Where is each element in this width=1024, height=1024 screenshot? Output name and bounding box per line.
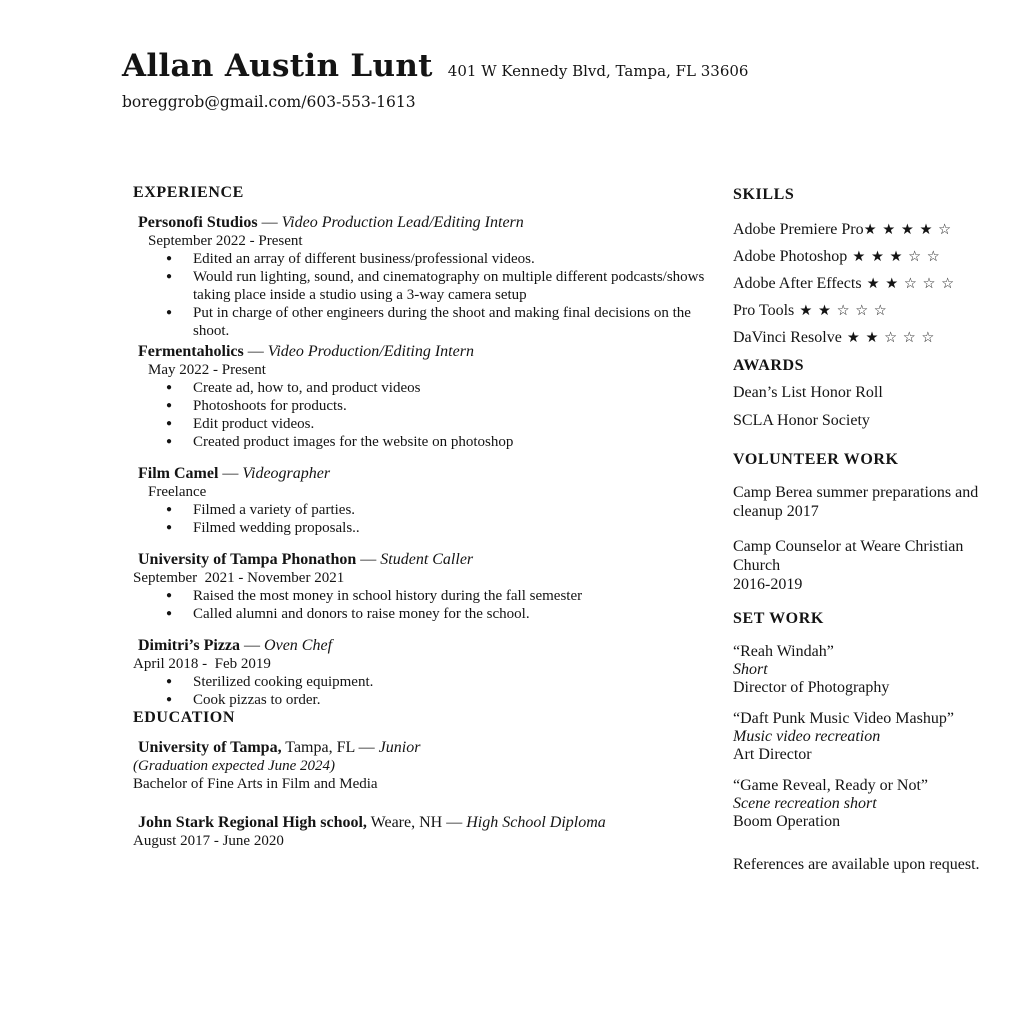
education-entry (133, 738, 708, 793)
skill-name: DaVinci Resolve (733, 329, 842, 346)
star-rating: ★ ★ ☆ ☆ ☆ (794, 303, 888, 319)
bullet-item: ● Raised the most money in school history during the fall semester (193, 587, 708, 605)
volunteer-text: Camp Counselor at Weare Christian Church (733, 538, 964, 574)
job-company: Fermentaholics (138, 343, 244, 360)
job-separator: — (240, 637, 265, 654)
job-dates: May 2022 - Present (148, 362, 266, 378)
right-column (733, 186, 991, 874)
education-entry (133, 813, 708, 850)
section-heading-awards: AWARDS (733, 357, 805, 374)
bullet-item: ● Created product images for the website on photoshop (193, 433, 708, 451)
bullet-list (133, 501, 708, 537)
setwork-entry (733, 710, 991, 764)
school-dates: August 2017 - June 2020 (133, 833, 284, 849)
school-title (133, 738, 708, 757)
job-dates: Freelance (148, 484, 207, 500)
school-location: Weare, NH — (366, 814, 467, 831)
school-degree: Junior (378, 739, 421, 756)
bullet-list (133, 250, 708, 340)
award-item: Dean’s List Honor Roll (733, 384, 883, 401)
job-title (133, 464, 708, 483)
left-column (133, 184, 708, 870)
volunteer-text: Camp Berea summer preparations and cleanup 2017 (733, 484, 979, 520)
job-role: Student Caller (380, 551, 474, 568)
section-heading-education: EDUCATION (133, 709, 236, 726)
skills-list (733, 220, 991, 348)
volunteer-item (733, 483, 991, 521)
setwork-entry (733, 643, 991, 697)
star-rating: ★ ★ ★ ★ ☆ (863, 222, 952, 238)
job-entry (133, 213, 708, 340)
name-row (122, 48, 902, 84)
job-dates: September 2022 - Present (148, 233, 303, 249)
volunteer-item (733, 537, 991, 594)
skill-item (733, 328, 991, 348)
bullet-list (133, 379, 708, 451)
bullet-item: ● Put in charge of other engineers during the shoot and making final decisions on the shoot. (193, 304, 708, 340)
job-title (133, 342, 708, 361)
skill-item (733, 220, 991, 240)
star-rating: ★ ★ ☆ ☆ ☆ (861, 276, 955, 292)
setwork-subtitle: Scene recreation short (733, 795, 877, 812)
job-entry (133, 550, 708, 623)
volunteer-dates: 2016-2019 (733, 576, 803, 593)
job-title (133, 213, 708, 232)
school-degree: High School Diploma (466, 814, 606, 831)
street-address: 401 W Kennedy Blvd, Tampa, FL 33606 (447, 62, 749, 80)
setwork-role: Art Director (733, 746, 812, 763)
bullet-list (133, 673, 708, 709)
job-company: Film Camel (138, 465, 219, 482)
setwork-role: Director of Photography (733, 679, 890, 696)
job-separator: — (243, 343, 268, 360)
job-separator: — (356, 551, 381, 568)
school-title (133, 813, 708, 832)
setwork-title: “Game Reveal, Ready or Not” (733, 777, 929, 794)
skill-item (733, 247, 991, 267)
job-separator: — (218, 465, 243, 482)
resume-header (122, 48, 902, 111)
bullet-item: ● Filmed wedding proposals.. (193, 519, 708, 537)
job-role: Oven Chef (264, 637, 333, 654)
job-role: Video Production/Editing Intern (267, 343, 474, 360)
job-role: Video Production Lead/Editing Intern (281, 214, 524, 231)
skill-name: Adobe Premiere Pro (733, 221, 864, 238)
bullet-item: ● Cook pizzas to order. (193, 691, 708, 709)
skill-name: Pro Tools (733, 302, 795, 319)
degree-detail: Bachelor of Fine Arts in Film and Media (133, 776, 378, 792)
bullet-item: ● Edited an array of different business/professional videos. (193, 250, 708, 268)
job-title (133, 550, 708, 569)
setwork-title: “Daft Punk Music Video Mashup” (733, 710, 954, 727)
job-company: Personofi Studios (138, 214, 258, 231)
job-entry (133, 342, 708, 451)
award-item: SCLA Honor Society (733, 412, 870, 429)
job-dates: April 2018 - Feb 2019 (133, 656, 271, 672)
email-phone: boreggrob@gmail.com/603-553-1613 (122, 93, 416, 111)
star-rating: ★ ★ ☆ ☆ ☆ (841, 330, 935, 346)
person-name: Allan Austin Lunt (122, 48, 433, 84)
skill-name: Adobe Photoshop (733, 248, 848, 265)
section-heading-experience: EXPERIENCE (133, 184, 244, 201)
job-dates: September 2021 - November 2021 (133, 570, 345, 586)
job-separator: — (257, 214, 282, 231)
job-company: University of Tampa Phonathon (138, 551, 357, 568)
bullet-item: ● Edit product videos. (193, 415, 708, 433)
bullet-item: ● Called alumni and donors to raise money for the school. (193, 605, 708, 623)
job-role: Videographer (242, 465, 331, 482)
school-name: University of Tampa, (138, 739, 282, 756)
setwork-role: Boom Operation (733, 813, 841, 830)
references-note: References are available upon request. (733, 856, 980, 873)
bullet-item: ● Filmed a variety of parties. (193, 501, 708, 519)
school-location: Tampa, FL — (281, 739, 379, 756)
bullet-item: ● Photoshoots for products. (193, 397, 708, 415)
bullet-item: ● Would run lighting, sound, and cinematography on multiple different podcasts/shows taking place inside a studio using a 3-way camera setup (193, 268, 708, 304)
star-rating: ★ ★ ★ ☆ ☆ (847, 249, 941, 265)
school-name: John Stark Regional High school, (138, 814, 367, 831)
bullet-item: ● Sterilized cooking equipment. (193, 673, 708, 691)
bullet-item: ● Create ad, how to, and product videos (193, 379, 708, 397)
graduation-note: (Graduation expected June 2024) (133, 758, 336, 774)
section-heading-volunteer: VOLUNTEER WORK (733, 451, 899, 468)
bullet-list (133, 587, 708, 623)
skill-item (733, 274, 991, 294)
job-entry (133, 636, 708, 709)
section-heading-setwork: SET WORK (733, 610, 824, 627)
setwork-entry (733, 777, 991, 831)
section-heading-skills: SKILLS (733, 186, 795, 203)
setwork-subtitle: Music video recreation (733, 728, 881, 745)
job-title (133, 636, 708, 655)
skill-item (733, 301, 991, 321)
job-entry (133, 464, 708, 537)
skill-name: Adobe After Effects (733, 275, 862, 292)
setwork-title: “Reah Windah” (733, 643, 834, 660)
job-company: Dimitri’s Pizza (138, 637, 241, 654)
setwork-subtitle: Short (733, 661, 768, 678)
